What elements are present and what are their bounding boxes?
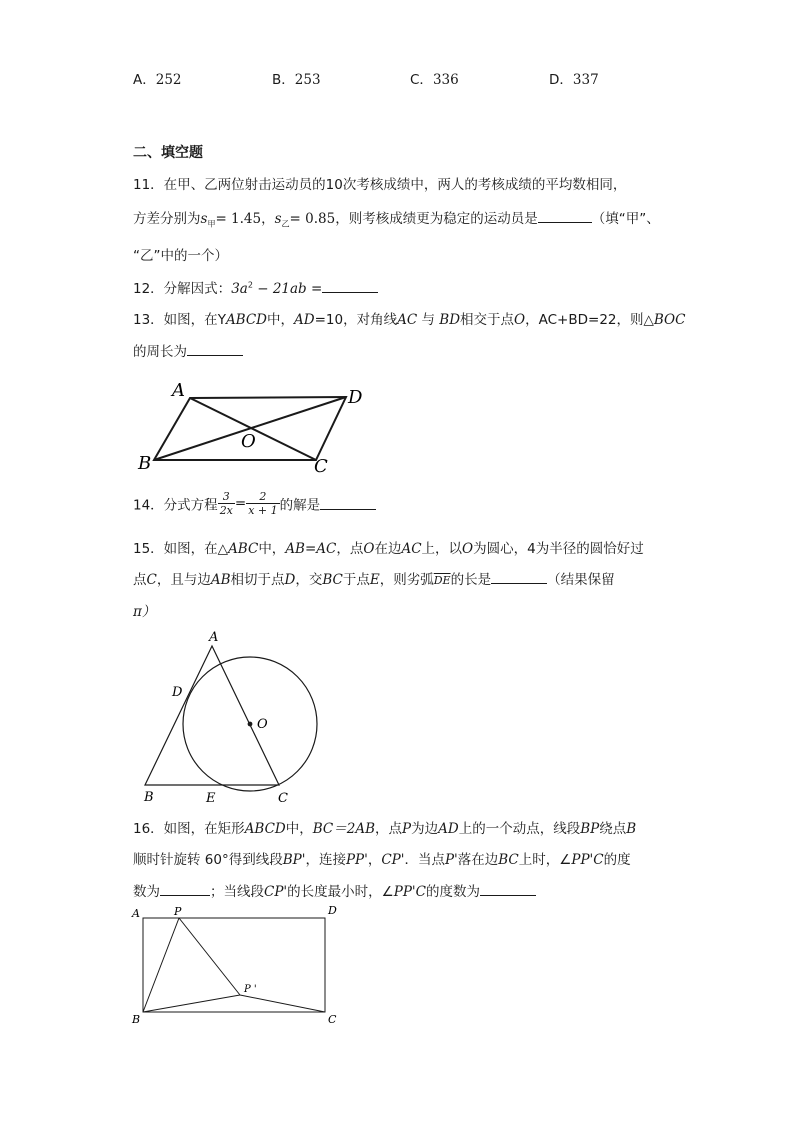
parallelogram-figure	[134, 376, 374, 478]
q11-line3: “乙”中的一个）	[133, 248, 228, 264]
label-o: O	[241, 431, 256, 452]
answer-blank[interactable]	[491, 571, 547, 584]
label-d: D	[348, 387, 363, 408]
q15-line3: π）	[133, 604, 156, 620]
fraction-right: $\frac{2}{x + 1}$	[248, 490, 278, 517]
label-d: D	[172, 685, 183, 700]
q15-line2: 点C，且与边AB相切于点D，交BC于点E，则劣弧$\overline{DE}$的长是 （结果保留	[133, 572, 615, 588]
label-e: E	[206, 791, 216, 806]
label-d: D	[328, 904, 337, 917]
label-c: C	[314, 456, 328, 477]
choice-a[interactable]: A．252	[133, 72, 182, 88]
label-b: B	[138, 453, 152, 474]
label-p: P	[174, 905, 182, 918]
choice-d[interactable]: D．337	[549, 72, 599, 88]
section-title: 二、填空题	[133, 145, 203, 161]
label-c: C	[328, 1013, 337, 1026]
label-p-prime: P '	[244, 984, 257, 995]
choice-c[interactable]: C．336	[410, 72, 459, 88]
label-a: A	[172, 380, 185, 401]
question-14: 14．分式方程 $\frac{3}{2x}$ = $\frac{2}{x + 1}$ 的解是	[133, 490, 376, 517]
choice-b[interactable]: B．253	[272, 72, 321, 88]
answer-blank[interactable]	[538, 210, 592, 223]
center-point-o	[248, 722, 253, 727]
segment-pp-prime	[179, 918, 240, 995]
segment-bp-prime	[143, 995, 240, 1012]
label-a: A	[132, 907, 140, 920]
q16-line3: 数为 ；当线段CP'的长度最小时，∠PP'C的度数为	[133, 880, 536, 900]
triangle-abc	[145, 646, 279, 785]
label-b: B	[132, 1013, 141, 1026]
label-o: O	[257, 717, 268, 732]
triangle-circle-figure	[134, 624, 334, 808]
variance-symbol: s	[200, 211, 208, 227]
label-b: B	[144, 790, 154, 805]
answer-blank-2[interactable]	[480, 883, 536, 896]
question-12: 12．分解因式：$3a^2 - 21ab$ =	[133, 277, 378, 297]
q15-line1: 15．如图，在△ABC中，AB=AC，点O在边AC上，以O为圆心，4为半径的圆恰好过	[133, 541, 644, 557]
q11-line1: 11．在甲、乙两位射击运动员的10次考核成绩中，两人的考核成绩的平均数相同，	[133, 177, 627, 193]
label-c: C	[278, 791, 288, 806]
rectangle-abcd	[143, 918, 325, 1012]
segment-bp	[143, 918, 179, 1012]
answer-blank[interactable]	[320, 497, 376, 510]
q11-line2: 方差分别为$s_甲= 1.45$，$s_乙= 0.85$，则考核成绩更为稳定的运动员是 （填“甲”、	[133, 211, 660, 229]
answer-blank-1[interactable]	[160, 883, 210, 896]
rectangle-figure	[128, 902, 348, 1028]
q16-line1: 16．如图，在矩形ABCD中，BC＝2AB，点P为边AD上的一个动点，线段BP绕点B	[133, 821, 637, 837]
fraction-left: $\frac{3}{2x}$	[219, 490, 233, 517]
segment-cp-prime	[240, 995, 325, 1012]
label-a: A	[209, 630, 219, 645]
q16-line2: 顺时针旋转 60°得到线段BP'，连接PP'，CP'．当点P'落在边BC上时，∠PP'C的度	[133, 852, 631, 868]
answer-blank[interactable]	[187, 343, 243, 356]
q13-line1: 13．如图，在YABCD中，AD=10，对角线AC 与 BD相交于点O，AC+BD=22，则△BOC	[133, 312, 686, 328]
answer-blank[interactable]	[322, 280, 378, 293]
q13-line2: 的周长为	[133, 340, 243, 360]
